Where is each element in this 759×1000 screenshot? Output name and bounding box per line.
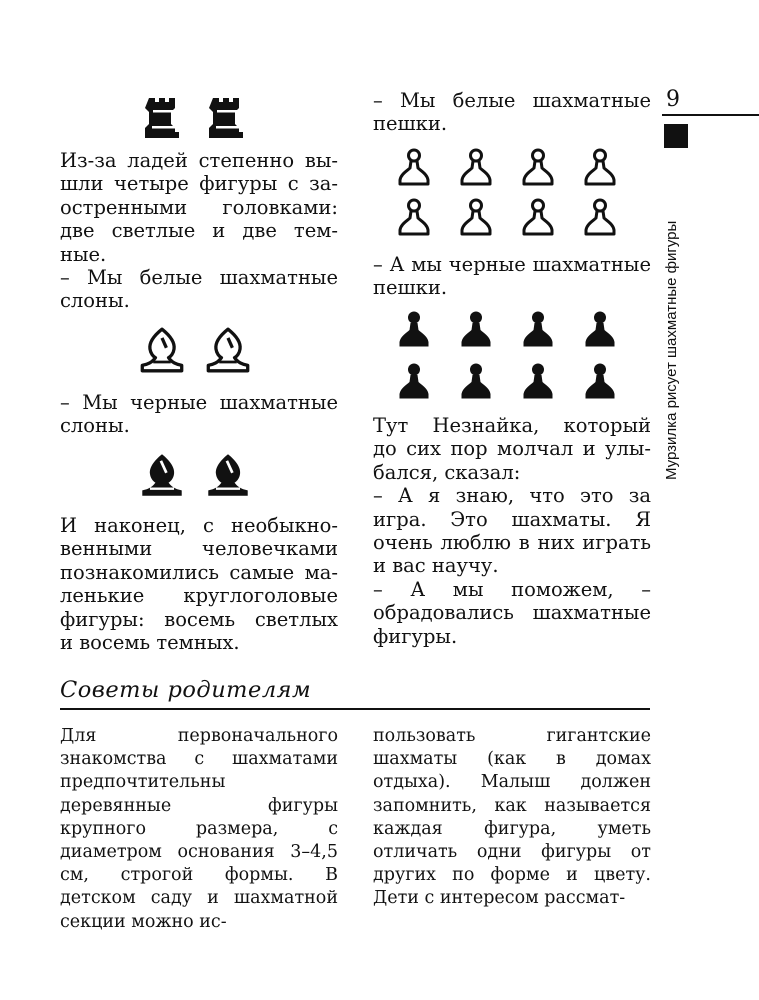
white-pawn-icon: [584, 198, 616, 236]
advice-title: Советы родителям: [60, 677, 312, 703]
black-pawn-icon: [460, 310, 492, 348]
text-line: пешки.: [373, 276, 448, 300]
text-line: ленькие круглоголовые: [60, 584, 338, 608]
black-pawn-icon: [398, 362, 430, 400]
text-line: ные.: [60, 242, 107, 266]
black-rooks-row: [145, 96, 249, 142]
running-head: Мурзилка рисует шахматные фигуры: [663, 220, 680, 480]
text-paragraph: – А я знаю, что это за игра. Это шахматы. Я очень люблю в них играть и вас научу.: [373, 484, 651, 578]
black-pawns-row-2: [398, 362, 616, 400]
text-line: И наконец, с необыкно-: [60, 514, 338, 537]
black-pawn-icon: [460, 362, 492, 400]
chapter-marker: [664, 124, 688, 148]
header-rule: [662, 114, 759, 116]
white-pawn-icon: [398, 198, 430, 236]
text-line: – Мы белые шахматные: [373, 89, 651, 112]
black-pawn-icon: [584, 362, 616, 400]
text-line: до сих пор молчал и улы-: [373, 437, 651, 461]
black-pawn-icon: [398, 310, 430, 348]
white-pawn-icon: [522, 198, 554, 236]
black-pawns-row-1: [398, 310, 616, 348]
text-paragraph: – А мы поможем, – обрадовались шахматные фигуры.: [373, 577, 651, 648]
white-pawn-icon: [460, 148, 492, 186]
black-bishop-icon: [140, 452, 184, 498]
page-number: 9: [666, 87, 680, 112]
white-bishop-icon: [206, 327, 250, 373]
black-pawn-icon: [584, 310, 616, 348]
text-line: венными человечками: [60, 537, 338, 561]
text-line: – А мы черные шахматные: [373, 253, 651, 276]
white-pawn-icon: [460, 198, 492, 236]
white-pawn-icon: [522, 148, 554, 186]
black-pawn-icon: [522, 362, 554, 400]
white-pawns-row-1: [398, 148, 616, 186]
advice-left-text: Для первоначального знакомства с шахматами предпочтительны деревянные фигуры крупного размера, с диаметром основания 3–4,5 см, строгой формы. В детском саду и шахматной секции можно ис-: [60, 726, 338, 932]
right-text-block-1: [373, 89, 651, 136]
black-bishops-row: [140, 452, 250, 498]
text-line: Тут Незнайка, который: [373, 414, 651, 437]
black-bishop-icon: [206, 452, 250, 498]
left-text-block-2: [60, 391, 338, 438]
text-line: слоны.: [60, 289, 130, 313]
white-bishop-icon: [140, 327, 184, 373]
left-text-block-3: [60, 514, 338, 654]
text-line: слоны.: [60, 414, 130, 438]
black-rook-icon: [209, 96, 249, 142]
text-line: две светлые и две тем-: [60, 219, 338, 243]
white-pawn-icon: [398, 148, 430, 186]
text-line: бался, сказал:: [373, 460, 521, 484]
white-pawn-icon: [584, 148, 616, 186]
text-line: шли четыре фигуры с за-: [60, 172, 338, 196]
left-text-block-1: [60, 149, 338, 313]
advice-left-column: [60, 725, 338, 934]
text-line: познакомились самые ма-: [60, 560, 338, 584]
black-rook-icon: [145, 96, 185, 142]
right-text-block-3: [373, 414, 651, 648]
text-line: Из-за ладей степенно вы-: [60, 149, 338, 172]
white-bishops-row: [140, 327, 250, 373]
black-pawn-icon: [522, 310, 554, 348]
text-line: фигуры: восемь светлых: [60, 607, 338, 631]
advice-right-column: [373, 725, 651, 911]
white-pawns-row-2: [398, 198, 616, 236]
text-line: остренными головками:: [60, 195, 338, 219]
text-line: – Мы белые шахматные: [60, 266, 338, 290]
text-line: и восемь темных.: [60, 631, 240, 655]
text-line: – Мы черные шахматные: [60, 391, 338, 414]
advice-rule: [60, 708, 650, 710]
text-line: пешки.: [373, 112, 448, 136]
advice-right-text: пользовать гигантские шахматы (как в домах отдыха). Малыш должен запомнить, как называется каждая фигура, уметь отличать одни фигуры от других по форме и цвету. Дети с интересом рассмат-: [373, 726, 651, 909]
right-text-block-2: [373, 253, 651, 300]
